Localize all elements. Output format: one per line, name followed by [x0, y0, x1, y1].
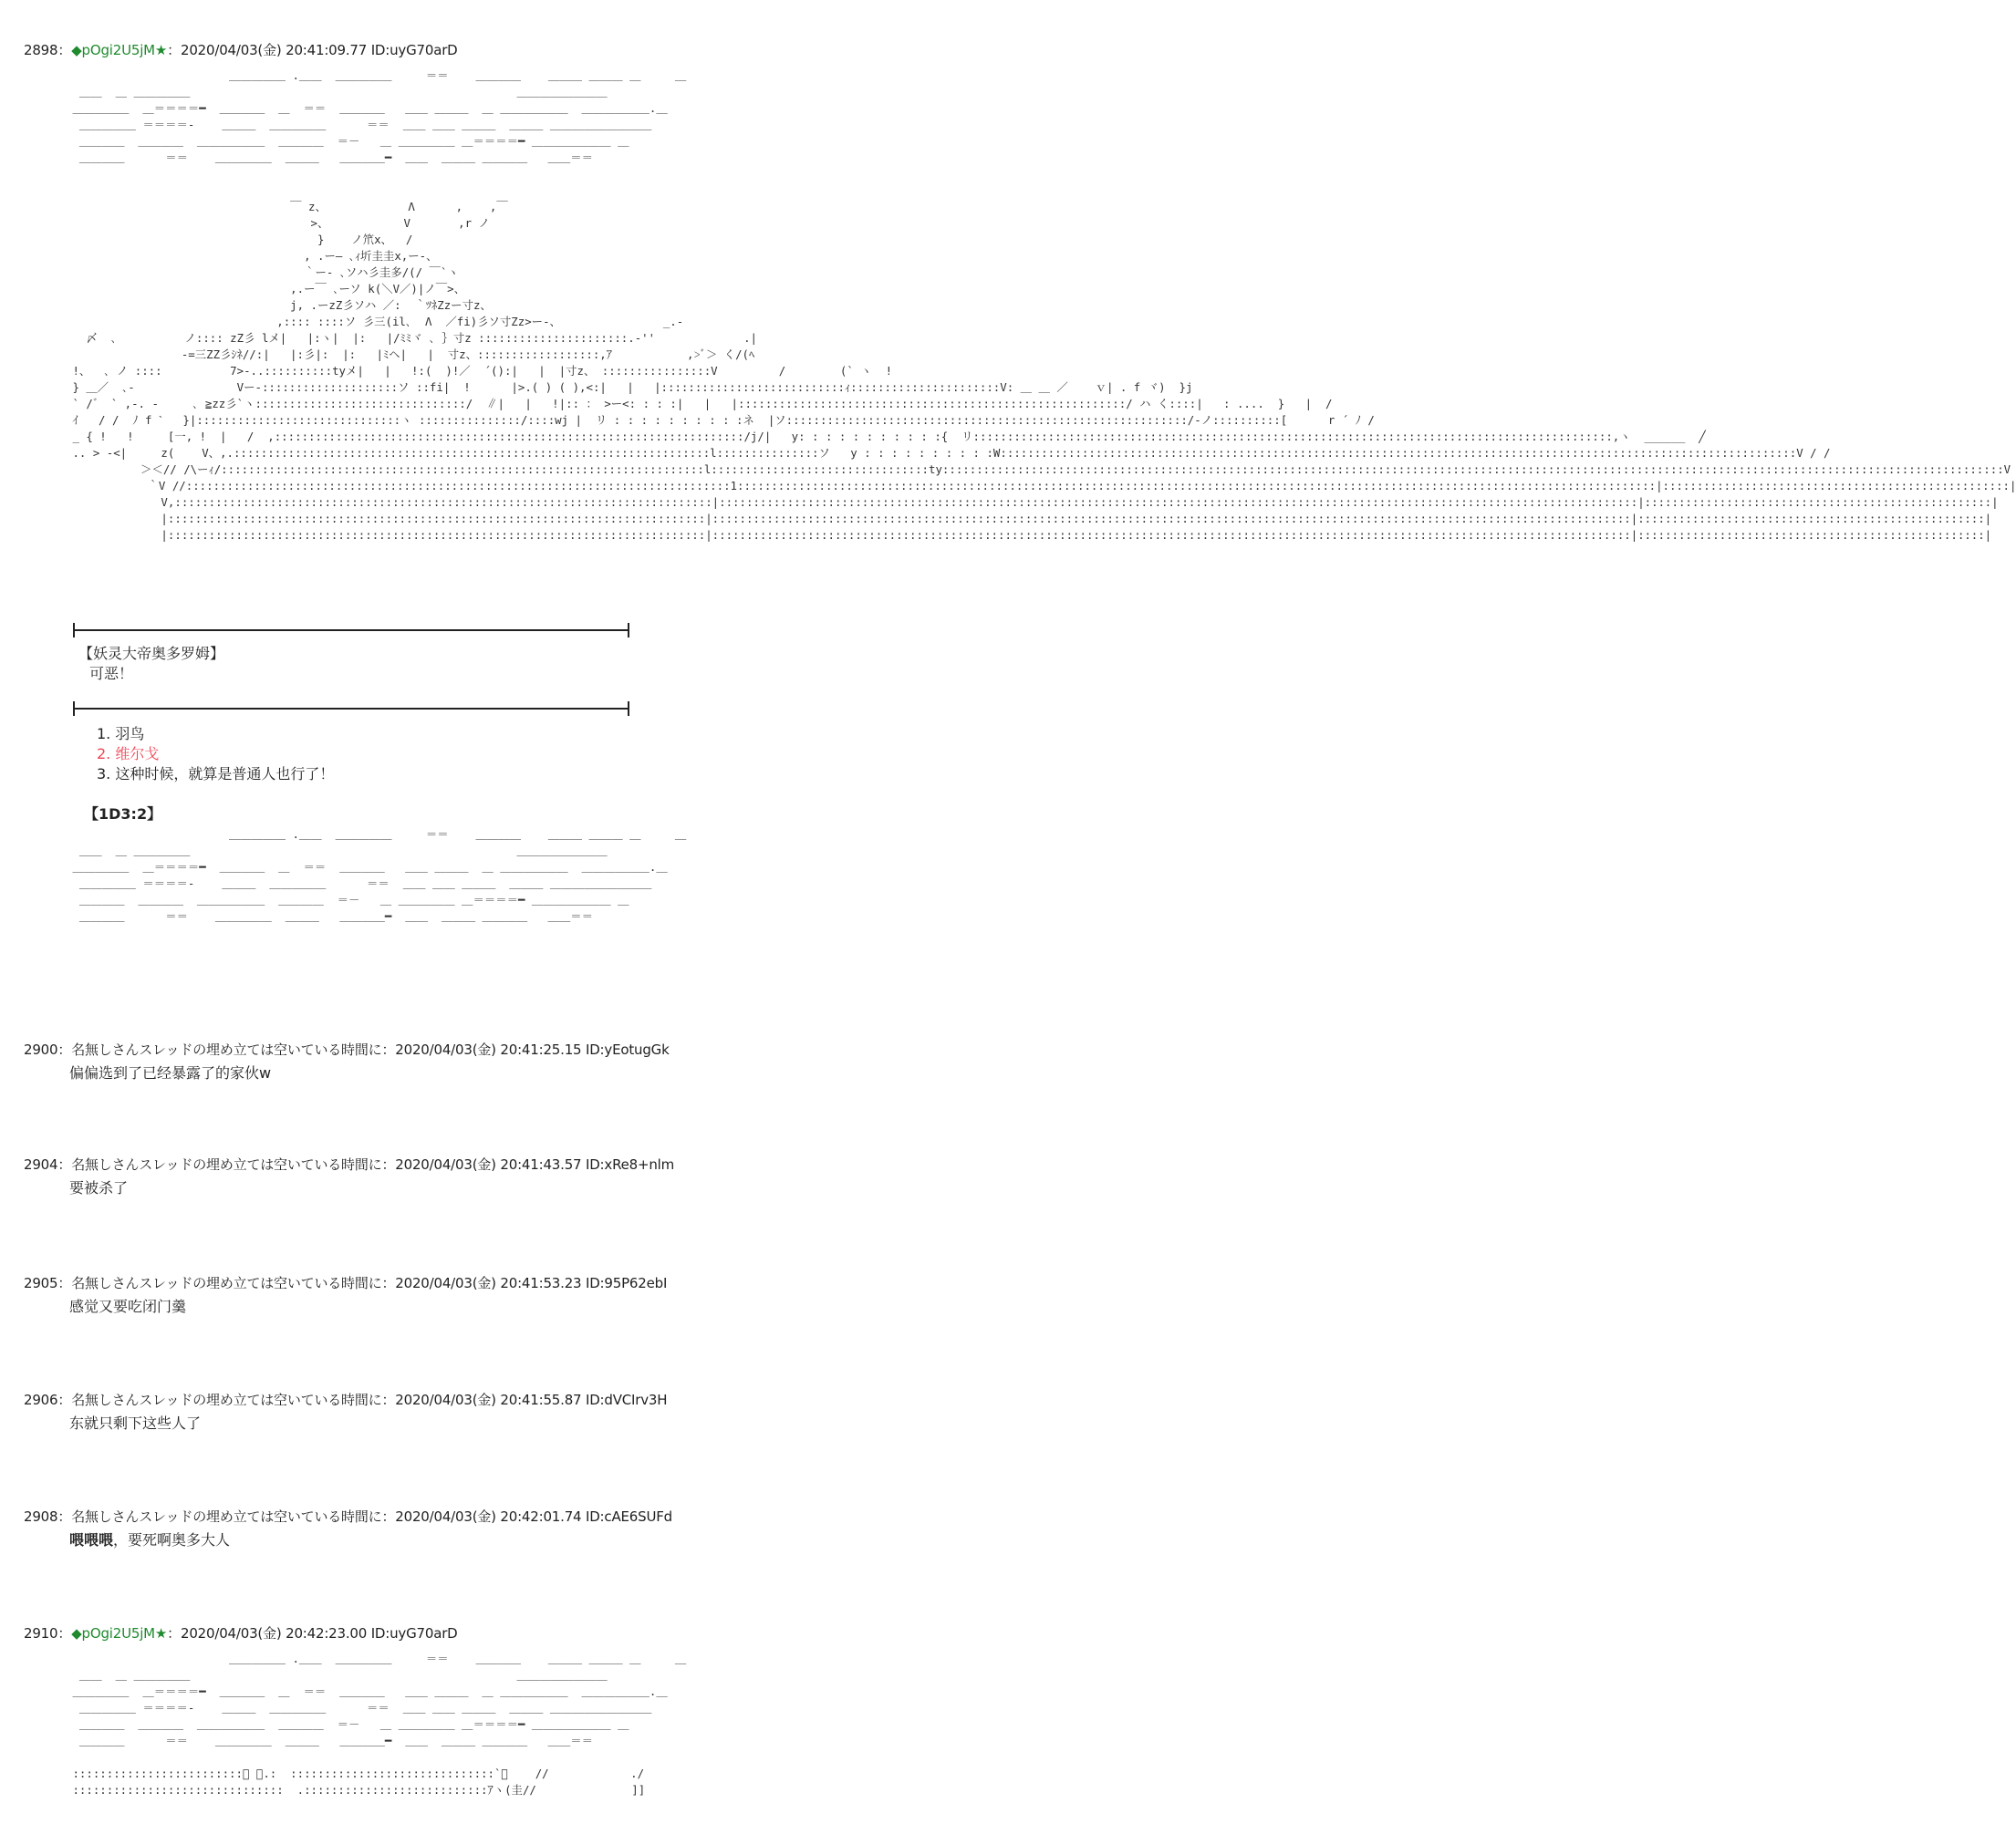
post-body: 感觉又要吃闭门羹 [69, 1298, 187, 1315]
post-header: 2898：◆pOgi2U5jM★：2020/04/03(金) 20:41:09.77 ID:uyG70arD [24, 42, 458, 58]
post-number[interactable]: 2898 [24, 42, 58, 58]
post-number[interactable]: 2904 [24, 1156, 58, 1173]
post-body: 东就只剩下这些人了 [69, 1415, 202, 1432]
post-body: 偏偏选到了已经暴露了的家伙w [69, 1064, 272, 1082]
post-body-bold: 喂喂喂 [69, 1531, 114, 1549]
post-body-rest: ，要死啊奥多大人 [113, 1531, 231, 1549]
post-meta: ：2020/04/03(金) 20:41:09.77 ID:uyG70arD [167, 42, 458, 58]
post-header: 2904：名無しさんスレッドの埋め立ては空いている時間に：2020/04/03(金) 20:41:43.57 ID:xRe8+nlm [24, 1156, 675, 1173]
post-number[interactable]: 2906 [24, 1392, 58, 1408]
ascii-art-lines-top: ＿＿＿＿＿ .＿＿ ＿＿＿＿＿ ＝＝ ＿＿＿＿ ＿＿＿ ＿＿＿ ＿ ＿ ＿＿ ＿ ＿＿＿＿＿ ＿＿＿＿＿＿＿＿ ＿＿＿＿＿ ＿＝＝＝＝━ ＿＿＿＿ ＿ ＝＝ ＿＿＿＿ ＿＿ ＿＿＿ ＿ ＿＿＿＿＿＿ ＿＿＿＿＿＿.＿ ＿＿＿＿＿ ＝＝＝＝- ＿＿＿ ＿＿＿＿＿ ＝＝ ＿＿ ＿＿ ＿＿＿ ＿＿＿ ＿＿＿＿＿＿＿＿＿ ＿＿＿＿ ＿＿＿＿ ＿＿＿＿＿＿ ＿＿＿＿ ＝－ ＿ ＿＿＿＿＿ ＿＝＝＝＝━ ＿＿＿＿＿＿＿ ＿ ＿＿＿＿ ＝＝ ＿＿＿＿＿ ＿＿＿ ＿＿＿＿━ ＿＿ ＿＿＿ ＿＿＿＿ ＿＿＝＝ [72, 68, 687, 164]
post-number[interactable]: 2900 [24, 1042, 58, 1058]
ascii-art-lines-bottom: ＿＿＿＿＿ .＿＿ ＿＿＿＿＿ ＝＝ ＿＿＿＿ ＿＿＿ ＿＿＿ ＿ ＿ ＿＿ ＿ ＿＿＿＿＿ ＿＿＿＿＿＿＿＿ ＿＿＿＿＿ ＿＝＝＝＝━ ＿＿＿＿ ＿ ＝＝ ＿＿＿＿ ＿＿ ＿＿＿ ＿ ＿＿＿＿＿＿ ＿＿＿＿＿＿.＿ ＿＿＿＿＿ ＝＝＝＝- ＿＿＿ ＿＿＿＿＿ ＝＝ ＿＿ ＿＿ ＿＿＿ ＿＿＿ ＿＿＿＿＿＿＿＿＿ ＿＿＿＿ ＿＿＿＿ ＿＿＿＿＿＿ ＿＿＿＿ ＝－ ＿ ＿＿＿＿＿ ＿＝＝＝＝━ ＿＿＿＿＿＿＿ ＿ ＿＿＿＿ ＝＝ ＿＿＿＿＿ ＿＿＿ ＿＿＿＿━ ＿＿ ＿＿＿ ＿＿＿＿ ＿＿＝＝ :::::::::::::::::::::::::ﾟ 、.: ::::::::::::::::::::::::::::::`＼ // ./ ::::::::::::::::::::::::::::::: .:::::::::::::::::::::::::::ｱヽ(圭// ]] [72, 1652, 687, 1797]
post-body [69, 1529, 230, 1549]
poster-name: 名無しさんスレッドの埋め立ては空いている時間に [71, 1275, 382, 1291]
separator-bottom [73, 708, 629, 710]
ascii-art-monster: ￣ z、 Λ , ,￣ >、 V ,r ノ } ノ笊x、 / , .ー― ､ｨ圻圭圭x,ー-、 ｀ー- ､ソハ彡圭多/(/ ￣`ヽ ,.ー￣ ､ーソ k(＼V／)|ノ￣>、 j, .ーzZ彡ソハ ／: ｀ﾂﾈZzー寸z、 ,:::: ::::ソ 彡三(il､ Λ ／fi)彡ソ寸Zz>ー-、 _.- 〆 ､ ノ:::: zZ彡 lメ| |:ヽ| |: |/ﾐﾐヾ ､ ｝寸z ::::::::::::::::::::::.‐'' .| -=三ZZ彡ｼﾈ//:| |:彡|: |: |ﾐヘ| | 寸z、::::::::::::::::::,ｱ ,>ﾞ＞ く/(ﾍ !、 ､ ノ :::: 7>-..::::::::::tyメ| | !:( )!／ ´():| | |寸z、 ::::::::::::::::V / (` ヽ ! } ＿／ ､- Vー-::::::::::::::::::::ソ ::fi| ! |>.( ) ( ),<:| | |:::::::::::::::::::::::::::ｨ::::::::::::::::::::::V: ＿ ＿ ／ ｖ| . f ヾ) }j ` /゛ ` ,-. - ､ ≧zz彡`ヽ:::::::::::::::::::::::::::::::/ ∥| | !|:: ： >ー<: : : :| | |:::::::::::::::::::::::::::::::::::::::::::::::::::::::::/ ハ く::::| : .... } | / ｲ / / ﾉ f ˋ }|::::::::::::::::::::::::::::::ヽ :::::::::::::::/::::wj | リ : : : : : : : : : :ネ |ソ:::::::::::::::::::::::::::::::::::::::::::::::::::::::::::/-ノ::::::::::[ r ´ ﾉ / _ { ! ! [一, ! | / ,:::::::::::::::::::::::::::::::::::::::::::::::::::::::::::::::::::::/j/| y: : : : : : : : : : :{ リ::::::::::::::::::::::::::::::::::::::::::::::::::::::::::::::::::::::::::::::::::::::::::::::,ヽ ______ ╱ .. > -<| z( V、,.::::::::::::::::::::::::::::::::::::::::::::::::::::::::::::::::::::::l:::::::::::::::ソ y : : : : : : : : : :W:::::::::::::::::::::::::::::::::::::::::::::::::::::::::::::::::::::::::::::::::::::::::::::::::::::::::::::::::::::V / / ＞＜// /\ーｨ/:::::::::::::::::::::::::::::::::::::::::::::::::::::::::::::::::::::::l::::::::::::::::::::::::::::::::ty::::::::::::::::::::::::::::::::::::::::::::::::::::::::::::::::::::::::::::::::::::::::::::::::::::::::::::::::::::::::::::::::::::::::::::::::::::::::::::V ｀V //::::::::::::::::::::::::::::::::::::::::::::::::::::::::::::::::::::::::::::::::1:::::::::::::::::::::::::::::::::::::::::::::::::::::::::::::::::::::::::::::::::::::::::::::::::::::::::::::::::::::::::::::::::::::::|:::::::::::::::::::::::::::::::::::::::::::::::::::| V,:::::::::::::::::::::::::::::::::::::::::::::::::::::::::::::::::::::::::::::::|:::::::::::::::::::::::::::::::::::::::::::::::::::::::::::::::::::::::::::::::::::::::::::::::::::::::::::::::::::::::::::::::::::::::|:::::::::::::::::::::::::::::::::::::::::::::::::::| |:::::::::::::::::::::::::::::::::::::::::::::::::::::::::::::::::::::::::::::::|:::::::::::::::::::::::::::::::::::::::::::::::::::::::::::::::::::::::::::::::::::::::::::::::::::::::::::::::::::::::::::::::::::::::|:::::::::::::::::::::::::::::::::::::::::::::::::::| |:::::::::::::::::::::::::::::::::::::::::::::::::::::::::::::::::::::::::::::::|:::::::::::::::::::::::::::::::::::::::::::::::::::::::::::::::::::::::::::::::::::::::::::::::::::::::::::::::::::::::::::::::::::::::|:::::::::::::::::::::::::::::::::::::::::::::::::::| [72, 200, 2016, 542]
dice-result: 【1D3:2】 [84, 805, 162, 823]
post-meta: ：2020/04/03(金) 20:41:43.57 ID:xRe8+nlm [381, 1156, 675, 1173]
speaker-line: 可恶！ [89, 665, 134, 682]
separator-top [73, 629, 629, 631]
post-meta: ：2020/04/03(金) 20:41:25.15 ID:yEotugGk [381, 1042, 670, 1058]
post-header: 2906：名無しさんスレッドの埋め立ては空いている時間に：2020/04/03(金) 20:41:55.87 ID:dVCIrv3H [24, 1392, 668, 1408]
post-header: 2905：名無しさんスレッドの埋め立ては空いている時間に：2020/04/03(金) 20:41:53.23 ID:95P62ebI [24, 1275, 668, 1291]
post-meta: ：2020/04/03(金) 20:41:53.23 ID:95P62ebI [381, 1275, 668, 1291]
post-number[interactable]: 2905 [24, 1275, 58, 1291]
post-meta: ：2020/04/03(金) 20:41:55.87 ID:dVCIrv3H [381, 1392, 668, 1408]
ascii-art-lines-middle: ＿＿＿＿＿ .＿＿ ＿＿＿＿＿ ＝＝ ＿＿＿＿ ＿＿＿ ＿＿＿ ＿ ＿ ＿＿ ＿ ＿＿＿＿＿ ＿＿＿＿＿＿＿＿ ＿＿＿＿＿ ＿＝＝＝＝━ ＿＿＿＿ ＿ ＝＝ ＿＿＿＿ ＿＿ ＿＿＿ ＿ ＿＿＿＿＿＿ ＿＿＿＿＿＿.＿ ＿＿＿＿＿ ＝＝＝＝- ＿＿＿ ＿＿＿＿＿ ＝＝ ＿＿ ＿＿ ＿＿＿ ＿＿＿ ＿＿＿＿＿＿＿＿＿ ＿＿＿＿ ＿＿＿＿ ＿＿＿＿＿＿ ＿＿＿＿ ＝－ ＿ ＿＿＿＿＿ ＿＝＝＝＝━ ＿＿＿＿＿＿＿ ＿ ＿＿＿＿ ＝＝ ＿＿＿＿＿ ＿＿＿ ＿＿＿＿━ ＿＿ ＿＿＿ ＿＿＿＿ ＿＿＝＝ [72, 827, 687, 923]
post-header: 2910：◆pOgi2U5jM★：2020/04/03(金) 20:42:23.00 ID:uyG70arD [24, 1625, 458, 1642]
poster-name: ◆pOgi2U5jM★ [71, 1625, 168, 1642]
speaker-label: 【妖灵大帝奥多罗姆】 [78, 645, 225, 662]
choice-3: 3. 这种时候，就算是普通人也行了！ [97, 765, 335, 782]
poster-name: 名無しさんスレッドの埋め立ては空いている時間に [71, 1156, 382, 1173]
post-number[interactable]: 2908 [24, 1508, 58, 1525]
poster-name: ◆pOgi2U5jM★ [71, 42, 168, 58]
post-body: 要被杀了 [69, 1179, 129, 1197]
choice-1: 1. 羽鸟 [97, 725, 145, 742]
post-number[interactable]: 2910 [24, 1625, 58, 1642]
post-meta: ：2020/04/03(金) 20:42:23.00 ID:uyG70arD [167, 1625, 458, 1642]
poster-name: 名無しさんスレッドの埋め立ては空いている時間に [71, 1392, 382, 1408]
post-header: 2900：名無しさんスレッドの埋め立ては空いている時間に：2020/04/03(金) 20:41:25.15 ID:yEotugGk [24, 1042, 670, 1058]
choice-2: 2. 维尔戈 [97, 745, 160, 762]
poster-name: 名無しさんスレッドの埋め立ては空いている時間に [71, 1042, 382, 1058]
poster-name: 名無しさんスレッドの埋め立ては空いている時間に [71, 1508, 382, 1525]
post-meta: ：2020/04/03(金) 20:42:01.74 ID:cAE6SUFd [381, 1508, 672, 1525]
post-header: 2908：名無しさんスレッドの埋め立ては空いている時間に：2020/04/03(金) 20:42:01.74 ID:cAE6SUFd [24, 1508, 672, 1525]
